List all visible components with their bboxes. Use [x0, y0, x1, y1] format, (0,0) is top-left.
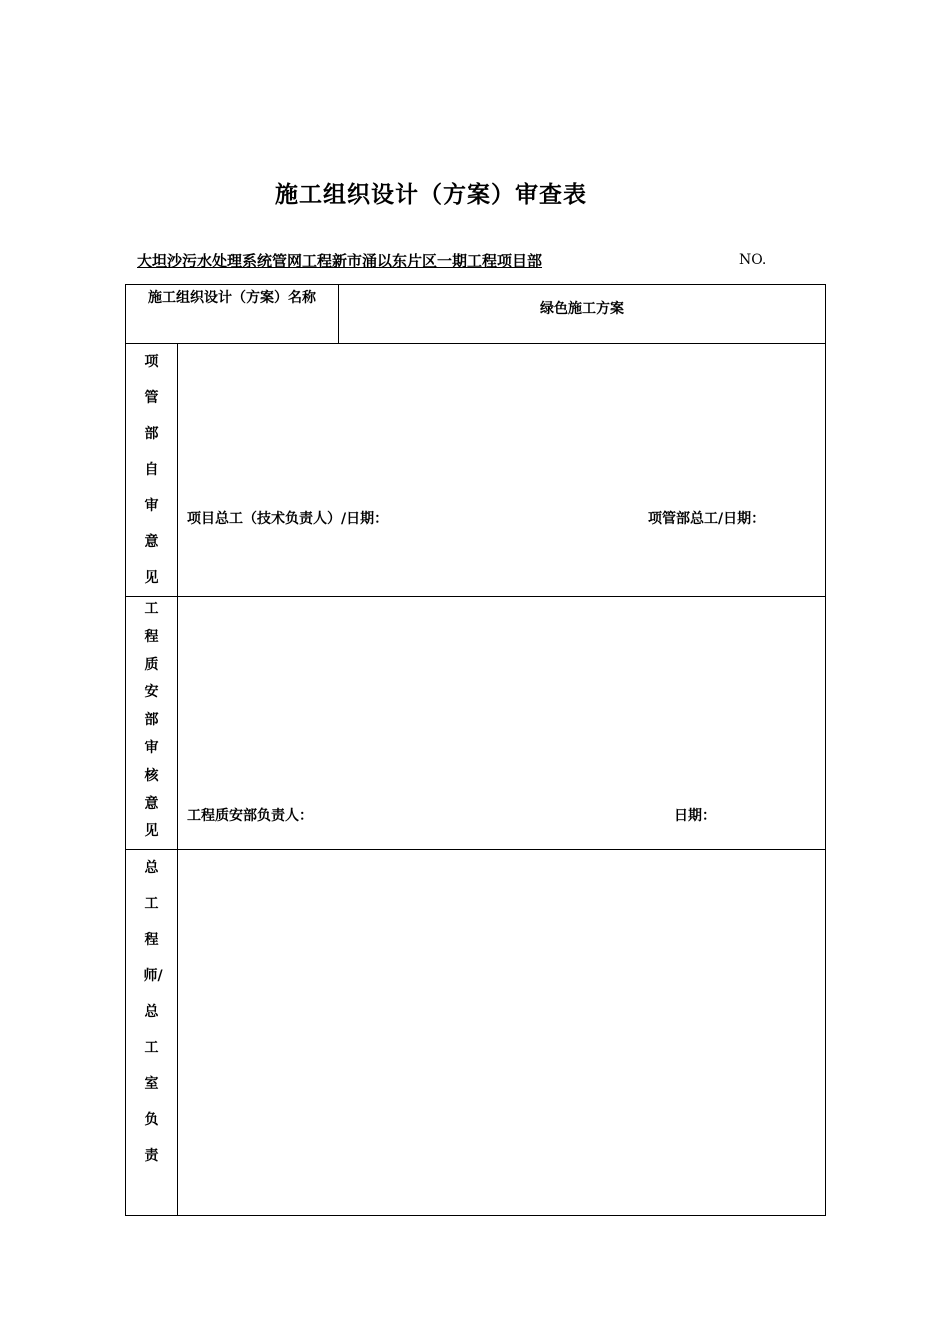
signature-dept-chief-date: 项管部总工/日期： — [648, 511, 766, 527]
scheme-name-value: 绿色施工方案 — [540, 301, 624, 317]
table-row-divider — [125, 343, 826, 344]
section-label-self-review — [126, 344, 177, 596]
document-title: 施工组织设计（方案）审查表 — [275, 182, 587, 208]
table-border-right — [825, 284, 826, 1216]
section-label-text: 项管部自审意见 — [144, 354, 159, 586]
signature-quality-head: 工程质安部负责人： — [187, 808, 313, 824]
section-label-chief-engineer — [126, 850, 177, 1174]
project-name: 大坦沙污水处理系统管网工程新市涌以东片区一期工程项目部 — [137, 252, 543, 270]
table-row-divider — [125, 596, 826, 597]
label-column-divider — [177, 343, 178, 1216]
table-border-bottom — [125, 1215, 826, 1216]
signature-quality-date: 日期： — [674, 808, 716, 824]
section-label-text: 总工程师/总工室负责 — [143, 860, 163, 1164]
signature-chief-engineer-date: 项目总工（技术负责人）/日期： — [187, 511, 389, 527]
section-label-text: 工程质安部审核意见 — [144, 601, 159, 840]
section-label-quality-review — [126, 596, 177, 846]
number-label: NO. — [739, 252, 767, 268]
table-row-divider — [125, 849, 826, 850]
scheme-name-label: 施工组织设计（方案）名称 — [148, 290, 316, 306]
